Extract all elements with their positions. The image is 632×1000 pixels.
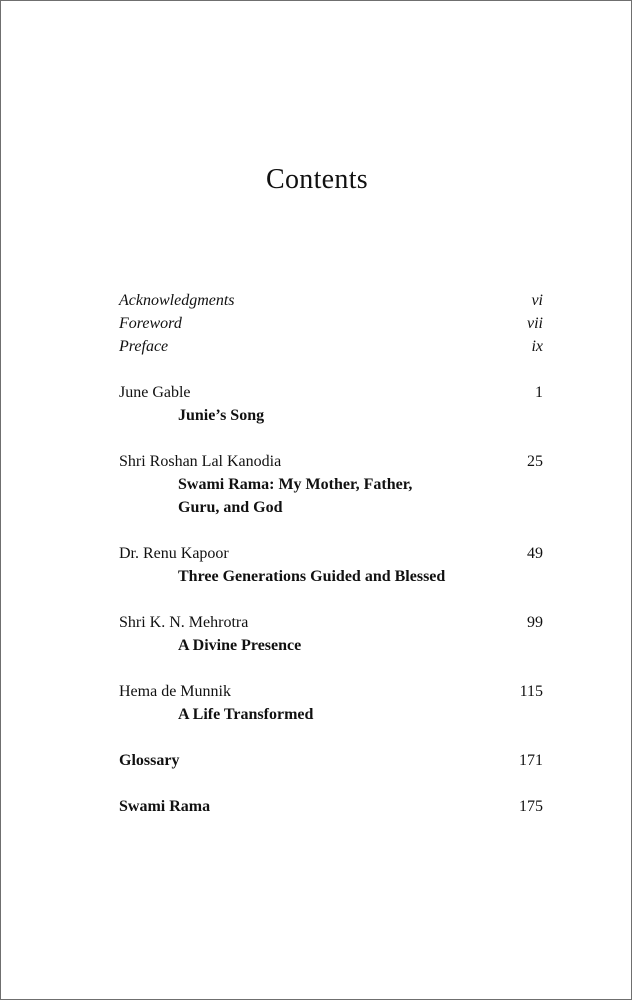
toc-page-number: 99 [527, 614, 543, 631]
chapter-title: A Life Transformed [178, 706, 314, 723]
chapter-author: Dr. Renu Kapoor [119, 545, 229, 562]
chapter-title: Junie’s Song [178, 407, 265, 424]
chapter-author: Shri K. N. Mehrotra [119, 614, 249, 631]
page-title: Contents [266, 163, 368, 195]
toc-entry-label: Foreword [119, 315, 182, 332]
toc-chapter [119, 680, 543, 726]
toc-page-number: 171 [519, 752, 543, 769]
toc-page-number: 25 [527, 453, 543, 470]
toc-entry-preface [119, 335, 543, 358]
toc-entry-glossary [119, 749, 543, 772]
chapter-title: Three Generations Guided and Blessed [178, 568, 446, 585]
toc-page-number: vi [531, 292, 543, 309]
toc-entry-label: Swami Rama [119, 798, 211, 815]
toc-chapter [119, 381, 543, 427]
chapter-author: Hema de Munnik [119, 683, 231, 700]
toc-page-number: ix [531, 338, 543, 355]
toc-entry-label: Glossary [119, 752, 180, 769]
chapter-title: A Divine Presence [178, 637, 302, 654]
chapter-title: Swami Rama: My Mother, Father, Guru, and God [178, 476, 413, 516]
toc-page-number: vii [527, 315, 543, 332]
table-of-contents [119, 289, 543, 818]
chapter-author: June Gable [119, 384, 191, 401]
toc-page-number: 1 [535, 384, 543, 401]
toc-entry-label: Acknowledgments [119, 292, 235, 309]
toc-entry-foreword [119, 312, 543, 335]
toc-chapter [119, 542, 543, 588]
toc-entry-swami-rama [119, 795, 543, 818]
toc-page-number: 175 [519, 798, 543, 815]
toc-page-number: 49 [527, 545, 543, 562]
toc-chapter [119, 611, 543, 657]
toc-entry-acknowledgments [119, 289, 543, 312]
toc-entry-label: Preface [119, 338, 169, 355]
chapter-author: Shri Roshan Lal Kanodia [119, 453, 282, 470]
toc-chapter [119, 450, 543, 519]
toc-page-number: 115 [519, 683, 543, 700]
